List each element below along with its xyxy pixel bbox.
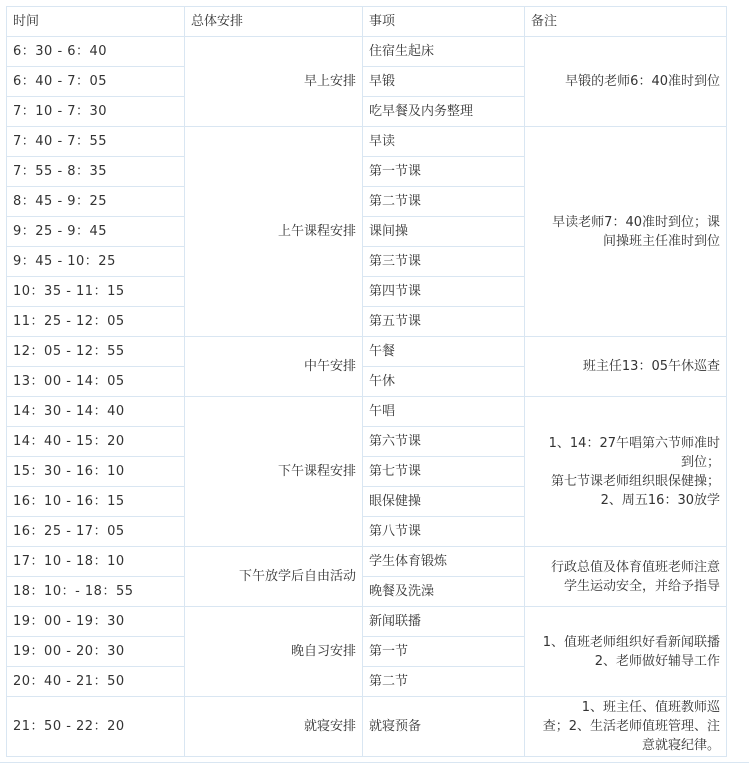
time-cell: 14：40 - 15：20 — [7, 427, 185, 457]
item-cell: 新闻联播 — [363, 607, 525, 637]
time-cell: 19：00 - 20：30 — [7, 637, 185, 667]
table-row — [7, 607, 727, 637]
time-cell: 16：10 - 16：15 — [7, 487, 185, 517]
item-cell: 吃早餐及内务整理 — [363, 97, 525, 127]
header-time: 时间 — [7, 7, 185, 37]
item-cell: 第八节课 — [363, 517, 525, 547]
note-line: 2、老师做好辅导工作 — [594, 653, 720, 669]
note-noon — [525, 337, 727, 397]
note-pm-class — [525, 397, 727, 547]
time-cell: 21：50 - 22：20 — [7, 697, 185, 757]
note-line: 间操班主任准时到位 — [602, 233, 720, 249]
time-cell: 12：05 - 12：55 — [7, 337, 185, 367]
group-am-class: 上午课程安排 — [185, 127, 363, 337]
note-line: 1、值班老师组织好看新闻联播 — [542, 634, 720, 650]
note-bedtime — [525, 697, 727, 757]
note-line: 早锻的老师6：40准时到位 — [565, 74, 720, 89]
header-item: 事项 — [363, 7, 525, 37]
note-morning — [525, 37, 727, 127]
time-cell: 8：45 - 9：25 — [7, 187, 185, 217]
group-pm-class: 下午课程安排 — [185, 397, 363, 547]
time-cell: 9：25 - 9：45 — [7, 217, 185, 247]
time-cell: 7：10 - 7：30 — [7, 97, 185, 127]
group-after-school: 下午放学后自由活动 — [185, 547, 363, 607]
item-cell: 学生体育锻炼 — [363, 547, 525, 577]
group-bedtime: 就寝安排 — [185, 697, 363, 757]
table-row — [7, 337, 727, 367]
note-line: 行政总值及体育值班老师注意 — [550, 559, 720, 575]
item-cell: 第一节 — [363, 637, 525, 667]
table-row — [7, 697, 727, 757]
note-line: 2、周五16：30放学 — [600, 492, 720, 508]
time-cell: 7：55 - 8：35 — [7, 157, 185, 187]
time-cell: 7：40 - 7：55 — [7, 127, 185, 157]
header-row — [7, 7, 727, 37]
note-after-school — [525, 547, 727, 607]
item-cell: 午餐 — [363, 337, 525, 367]
time-cell: 10：35 - 11：15 — [7, 277, 185, 307]
note-am-class — [525, 127, 727, 337]
item-cell: 第六节课 — [363, 427, 525, 457]
group-evening-study: 晚自习安排 — [185, 607, 363, 697]
note-line: 查；2、生活老师值班管理、注 — [542, 719, 720, 734]
time-cell: 6：40 - 7：05 — [7, 67, 185, 97]
item-cell: 第四节课 — [363, 277, 525, 307]
bottom-divider — [0, 762, 749, 763]
table-row — [7, 547, 727, 577]
time-cell: 14：30 - 14：40 — [7, 397, 185, 427]
time-cell: 16：25 - 17：05 — [7, 517, 185, 547]
time-cell: 13：00 - 14：05 — [7, 367, 185, 397]
table-row — [7, 37, 727, 67]
note-line: 1、班主任、值班教师巡 — [581, 700, 720, 715]
header-note: 备注 — [525, 7, 727, 37]
note-line: 意就寝纪律。 — [641, 738, 720, 753]
item-cell: 就寝预备 — [363, 697, 525, 757]
item-cell: 早读 — [363, 127, 525, 157]
item-cell: 午唱 — [363, 397, 525, 427]
time-cell: 6：30 - 6：40 — [7, 37, 185, 67]
item-cell: 第一节课 — [363, 157, 525, 187]
item-cell: 第三节课 — [363, 247, 525, 277]
item-cell: 眼保健操 — [363, 487, 525, 517]
item-cell: 住宿生起床 — [363, 37, 525, 67]
note-line: 早读老师7：40准时到位；课 — [552, 214, 720, 230]
header-plan: 总体安排 — [185, 7, 363, 37]
time-cell: 19：00 - 19：30 — [7, 607, 185, 637]
item-cell: 课间操 — [363, 217, 525, 247]
time-cell: 15：30 - 16：10 — [7, 457, 185, 487]
group-morning: 早上安排 — [185, 37, 363, 127]
note-line: 班主任13：05午休巡查 — [582, 359, 720, 374]
item-cell: 午休 — [363, 367, 525, 397]
group-noon: 中午安排 — [185, 337, 363, 397]
item-cell: 第五节课 — [363, 307, 525, 337]
table-row — [7, 127, 727, 157]
item-cell: 第二节课 — [363, 187, 525, 217]
time-cell: 20：40 - 21：50 — [7, 667, 185, 697]
table-row — [7, 397, 727, 427]
note-line: 1、14：27午唱第六节师准时 — [548, 435, 720, 451]
time-cell: 18：10：- 18：55 — [7, 577, 185, 607]
note-line: 第七节课老师组织眼保健操； — [550, 473, 720, 489]
item-cell: 晚餐及洗澡 — [363, 577, 525, 607]
schedule-table — [6, 6, 727, 757]
time-cell: 17：10 - 18：10 — [7, 547, 185, 577]
time-cell: 11：25 - 12：05 — [7, 307, 185, 337]
item-cell: 第七节课 — [363, 457, 525, 487]
note-line: 到位； — [680, 454, 720, 470]
item-cell: 第二节 — [363, 667, 525, 697]
note-evening-study — [525, 607, 727, 697]
note-line: 学生运动安全，并给予指导 — [563, 578, 720, 594]
item-cell: 早锻 — [363, 67, 525, 97]
time-cell: 9：45 - 10：25 — [7, 247, 185, 277]
